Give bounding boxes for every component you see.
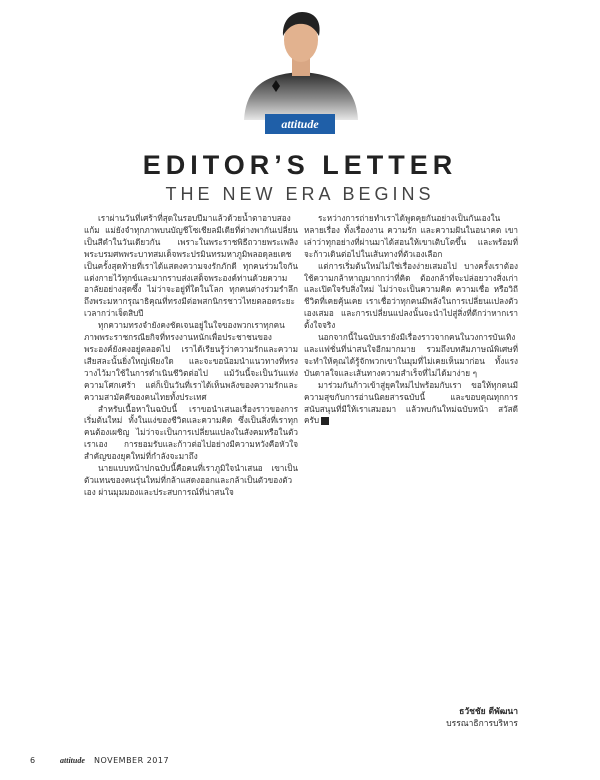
paragraph: นายแบบหน้าปกฉบับนี้คือคนที่เราภูมิใจนำเสนอ เขาเป็นตัวแทนของคนรุ่นใหม่ที่กล้าแสดงออกและกล้าเป็นตัวของตัวเอง ผ่านมุมมองและประสบการณ์ที่น่าสนใจ bbox=[84, 463, 298, 497]
page-title: EDITOR’S LETTER bbox=[142, 150, 458, 180]
article-column-left bbox=[84, 213, 298, 499]
paragraph: นอกจากนี้ในฉบับเรายังมีเรื่องราวจากคนในวงการบันเทิงและแฟชั่นที่น่าสนใจอีกมากมาย รวมถึงบทสัมภาษณ์พิเศษที่จะทำให้คุณได้รู้จักพวกเขาในมุมที่ไม่เคยเห็นมาก่อน ทั้งแรงบันดาลใจและเส้นทางความสำเร็จที่ไม่ได้มาง่าย ๆ bbox=[304, 332, 518, 378]
person-photo-icon bbox=[236, 8, 366, 120]
paragraph-text: มาร่วมกันก้าวเข้าสู่ยุคใหม่ไปพร้อมกับเรา ขอให้ทุกคนมีความสุขกับการอ่านนิตยสารฉบับนี้ และขอบคุณทุกการสนับสนุนที่มีให้เราเสมอมา แล้วพบกันใหม่ฉบับหน้า สวัสดีครับ bbox=[304, 379, 518, 426]
issue-date: NOVEMBER 2017 bbox=[94, 756, 170, 765]
page-footer bbox=[0, 754, 600, 768]
paragraph: ระหว่างการถ่ายทำเราได้พูดคุยกันอย่างเป็นกันเองในหลายเรื่อง ทั้งเรื่องงาน ความรัก และความฝันในอนาคต เขาเล่าว่าทุกอย่างที่ผ่านมาได้สอนให้เขาเติบโตขึ้น และพร้อมที่จะก้าวเดินต่อไปในเส้นทางที่ตัวเองเลือก bbox=[304, 213, 518, 259]
editor-photo bbox=[236, 8, 366, 120]
paragraph-last bbox=[304, 380, 518, 428]
paragraph: เราผ่านวันที่เศร้าที่สุดในรอบปีมาแล้วด้วยน้ำตาอาบสองแก้ม แม่ยังจำทุกภาพบนบัญชีโซเชียลมีเดียที่ต่างพากันเปลี่ยนเป็นสีดำในวันเดียวกัน เพราะในพระราชพิธีถวายพระเพลิงพระบรมศพพระบาทสมเด็จพระปรมินทรมหาภูมิพลอดุลยเดช เป็นครั้งสุดท้ายที่เราได้แสดงความจงรักภักดี ทุกคนร่วมใจกันแต่งกายไว้ทุกข์และมากราบส่งเสด็จพระองค์ท่านด้วยความอาลัยอย่างสุดซึ้ง ไม่ว่าจะอยู่ที่ใดในโลก ทุกคนต่างร่วมรำลึกถึงพระมหากรุณาธิคุณที่ทรงมีต่อพสกนิกรชาวไทยตลอดระยะเวลากว่าเจ็ดสิบปี bbox=[84, 213, 298, 319]
attitude-logo: attitude bbox=[265, 114, 335, 134]
page-number: 6 bbox=[30, 756, 36, 765]
editor-role: บรรณาธิการบริหาร bbox=[446, 719, 518, 729]
paragraph: ทุกความทรงจำยังคงชัดเจนอยู่ในใจของพวกเราทุกคน ภาพพระราชกรณียกิจที่ทรงงานหนักเพื่อประชาชนของพระองค์ยังคงอยู่ตลอดไป เราได้เรียนรู้ว่าความรักและความเสียสละนั้นยิ่งใหญ่เพียงใด และจะขอน้อมนำแนวทางที่ทรงวางไว้มาใช้ในการดำเนินชีวิตต่อไป แม้วันนี้จะเป็นวันแห่งความโศกเศร้า แต่ก็เป็นวันที่เราได้เห็นพลังของความรักและความสามัคคีของคนไทยทั้งประเทศ bbox=[84, 320, 298, 402]
end-mark-icon: a bbox=[321, 417, 329, 425]
paragraph: แต่การเริ่มต้นใหม่ไม่ใช่เรื่องง่ายเสมอไป บางครั้งเราต้องใช้ความกล้าหาญมากกว่าที่คิด ต้องกล้าที่จะปล่อยวางสิ่งเก่าและเปิดใจรับสิ่งใหม่ ไม่ว่าจะเป็นความคิด ความเชื่อ หรือวิถีชีวิตที่เคยคุ้นเคย เราเชื่อว่าทุกคนมีพลังในการเปลี่ยนแปลงตัวเองเสมอ และการเปลี่ยนแปลงนั้นจะนำไปสู่สิ่งที่ดีกว่าหากเราตั้งใจจริง bbox=[304, 260, 518, 331]
paragraph: สำหรับเนื้อหาในฉบับนี้ เราขอนำเสนอเรื่องราวของการเริ่มต้นใหม่ ทั้งในแง่ของชีวิตและความคิด ซึ่งเป็นสิ่งที่เราทุกคนต้องเผชิญ ไม่ว่าจะเป็นการเปลี่ยนแปลงในสังคมหรือในตัวเราเอง การยอมรับและก้าวต่อไปอย่างมีความหวังคือหัวใจสำคัญของยุคใหม่ที่กำลังจะมาถึง bbox=[84, 403, 298, 462]
footer-brand: attitude bbox=[60, 756, 85, 765]
article-column-right bbox=[304, 213, 518, 427]
page-subtitle: THE NEW ERA BEGINS bbox=[165, 184, 435, 204]
signature-block bbox=[304, 706, 518, 730]
editor-name: ธวัชชัย ดีพัฒนา bbox=[459, 707, 518, 717]
